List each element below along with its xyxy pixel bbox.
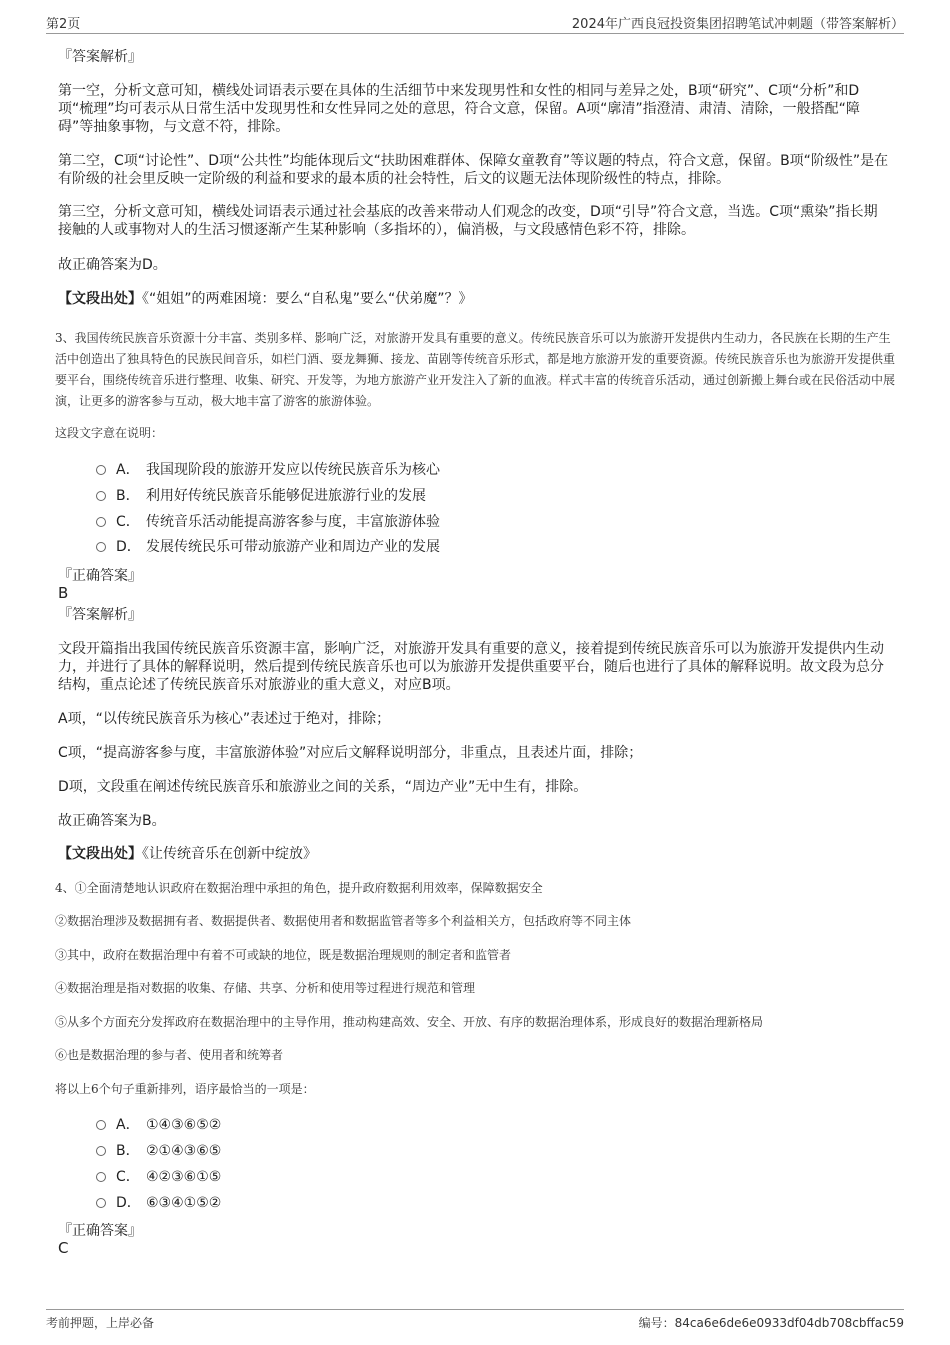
q3-stem: 3、我国传统民族音乐资源十分丰富、类别多样、影响广泛，对旅游开发具有重要的意义。传统民族音乐可以为旅游开发提供内生动力，各民族在长期的生产生活中创造出了独具特色的民族民间音乐，如栏门酒、耍龙舞狮、接龙、苗剧等传统音乐形式，都是地方旅游开发的重要资源。传统民族音乐也为旅游开发提供重要平台，围绕传统音乐进行整理、收集、研究、开发等，为地方旅游产业开发注入了新的血液。样式丰富的传统音乐活动，通过创新搬上舞台或在民俗活动中展演，让更多的游客参与互动，极大地丰富了游客的旅游体验。 — [55, 331, 896, 408]
q3-answer-label: 『正确答案』 — [58, 568, 142, 584]
q3-option-d-text: 发展传统民乐可带动旅游产业和周边产业的发展 — [146, 539, 440, 555]
q3-source — [58, 845, 890, 863]
radio-icon[interactable] — [96, 1198, 106, 1208]
q3-option-b[interactable] — [96, 487, 426, 505]
q4-option-a[interactable] — [96, 1116, 221, 1134]
q4-option-b-text: ②①④③⑥⑤ — [146, 1143, 222, 1159]
q4-option-c[interactable] — [96, 1168, 221, 1186]
q2-analysis-label: 『答案解析』 — [58, 49, 142, 65]
q3-option-d[interactable] — [96, 538, 440, 556]
radio-icon[interactable] — [96, 491, 106, 501]
footer-slogan: 考前押题，上岸必备 — [46, 1316, 155, 1330]
q4-option-a-text: ①④③⑥⑤② — [146, 1117, 222, 1133]
q3-option-b-letter: B． — [116, 488, 140, 504]
q4-prompt: 将以上6个句子重新排列，语序最恰当的一项是： — [55, 1082, 315, 1096]
q3-option-a[interactable] — [96, 461, 440, 479]
q3-answer: B — [58, 584, 69, 602]
header-divider — [46, 33, 904, 34]
radio-icon[interactable] — [96, 465, 106, 475]
q3-option-a-text: 我国现阶段的旅游开发应以传统民族音乐为核心 — [146, 462, 440, 478]
q4-sentence-2: ②数据治理涉及数据拥有者、数据提供者、数据使用者和数据监管者等多个利益相关方，包括政府等不同主体 — [55, 914, 632, 928]
q2-analysis-p3: 第三空，分析文意可知，横线处词语表示通过社会基底的改善来带动人们观念的改变，D项“引导”符合文意，当选。C项“熏染”指长期接触的人或事物对人的生活习惯逐渐产生某种影响（多指坏的），偏消极，与文段感情色彩不符，排除。 — [58, 204, 878, 238]
q4-option-d[interactable] — [96, 1194, 221, 1212]
document-title: 2024年广西良冠投资集团招聘笔试冲刺题（带答案解析） — [571, 17, 904, 32]
q4-answer: C — [58, 1239, 69, 1257]
radio-icon[interactable] — [96, 542, 106, 552]
radio-icon[interactable] — [96, 1172, 106, 1182]
radio-icon[interactable] — [96, 1146, 106, 1156]
q2-source-label: 【文段出处】 — [58, 291, 142, 307]
q3-option-d-letter: D． — [116, 539, 141, 555]
q4-option-c-text: ④②③⑥①⑤ — [146, 1169, 222, 1185]
q4-option-d-letter: D． — [116, 1195, 141, 1211]
q3-analysis-label: 『答案解析』 — [58, 607, 142, 623]
q2-source-text: 《“姐姐”的两难困境：要么“自私鬼”要么“伏弟魔”？》 — [142, 291, 473, 307]
q4-answer-label: 『正确答案』 — [58, 1223, 142, 1239]
q4-sentence-4: ④数据治理是指对数据的收集、存储、共享、分析和使用等过程进行规范和管理 — [55, 981, 476, 995]
q4-option-d-text: ⑥③④①⑤② — [146, 1195, 222, 1211]
page-number: 第2页 — [46, 17, 81, 32]
radio-icon[interactable] — [96, 1120, 106, 1130]
q3-option-c-letter: C． — [116, 514, 140, 530]
q4-option-b[interactable] — [96, 1142, 221, 1160]
q4-sentence-1: 4、①全面清楚地认识政府在数据治理中承担的角色，提升政府数据利用效率，保障数据安全 — [55, 881, 543, 895]
q3-analysis-a: A项，“以传统民族音乐为核心”表述过于绝对，排除； — [58, 711, 391, 727]
q2-conclusion: 故正确答案为D。 — [58, 257, 167, 273]
q3-source-label: 【文段出处】 — [58, 846, 142, 862]
footer-serial: 编号：84ca6e6de6e0933df04db708cbffac59 — [638, 1316, 904, 1330]
q3-option-a-letter: A． — [116, 462, 140, 478]
q3-analysis-p1: 文段开篇指出我国传统民族音乐资源丰富，影响广泛，对旅游开发具有重要的意义，接着提到传统民族音乐可以为旅游开发提供内生动力，并进行了具体的解释说明，然后提到传统民族音乐也可以为旅游开发提供重要平台，随后也进行了具体的解释说明。故文段为总分结构，重点论述了传统民族音乐对旅游业的重大意义，对应B项。 — [58, 641, 884, 693]
q3-analysis-d: D项，文段重在阐述传统民族音乐和旅游业之间的关系，“周边产业”无中生有，排除。 — [58, 779, 588, 795]
q4-option-c-letter: C． — [116, 1169, 140, 1185]
q2-analysis-p1: 第一空，分析文意可知，横线处词语表示要在具体的生活细节中来发现男性和女性的相同与差异之处，B项“研究”、C项“分析”和D项“梳理”均可表示从日常生活中发现男性和女性异同之处的意思，符合文意，保留。A项“廓清”指澄清、肃清、清除，一般搭配“障碍”等抽象事物，与文意不符，排除。 — [58, 83, 860, 135]
q4-option-b-letter: B． — [116, 1143, 140, 1159]
q3-analysis-c: C项，“提高游客参与度，丰富旅游体验”对应后文解释说明部分，非重点，且表述片面，排除； — [58, 745, 643, 761]
q3-option-b-text: 利用好传统民族音乐能够促进旅游行业的发展 — [146, 488, 426, 504]
q4-sentence-5: ⑤从多个方面充分发挥政府在数据治理中的主导作用，推动构建高效、安全、开放、有序的数据治理体系，形成良好的数据治理新格局 — [55, 1015, 764, 1029]
q4-sentence-6: ⑥也是数据治理的参与者、使用者和统筹者 — [55, 1048, 284, 1062]
radio-icon[interactable] — [96, 517, 106, 527]
q3-source-text: 《让传统音乐在创新中绽放》 — [142, 846, 317, 862]
q2-source — [58, 290, 890, 308]
q3-option-c[interactable] — [96, 513, 440, 531]
footer-divider — [46, 1309, 904, 1310]
q2-analysis-p2: 第二空，C项“讨论性”、D项“公共性”均能体现后文“扶助困难群体、保障女童教育”等议题的特点，符合文意，保留。B项“阶级性”是在有阶级的社会里反映一定阶级的利益和要求的最本质的社会特性，后文的议题无法体现阶级性的特点，排除。 — [58, 153, 889, 187]
q3-conclusion: 故正确答案为B。 — [58, 813, 166, 829]
q4-option-a-letter: A． — [116, 1117, 140, 1133]
q3-prompt: 这段文字意在说明： — [55, 426, 164, 440]
q4-sentence-3: ③其中，政府在数据治理中有着不可或缺的地位，既是数据治理规则的制定者和监管者 — [55, 948, 512, 962]
q3-option-c-text: 传统音乐活动能提高游客参与度，丰富旅游体验 — [146, 514, 440, 530]
